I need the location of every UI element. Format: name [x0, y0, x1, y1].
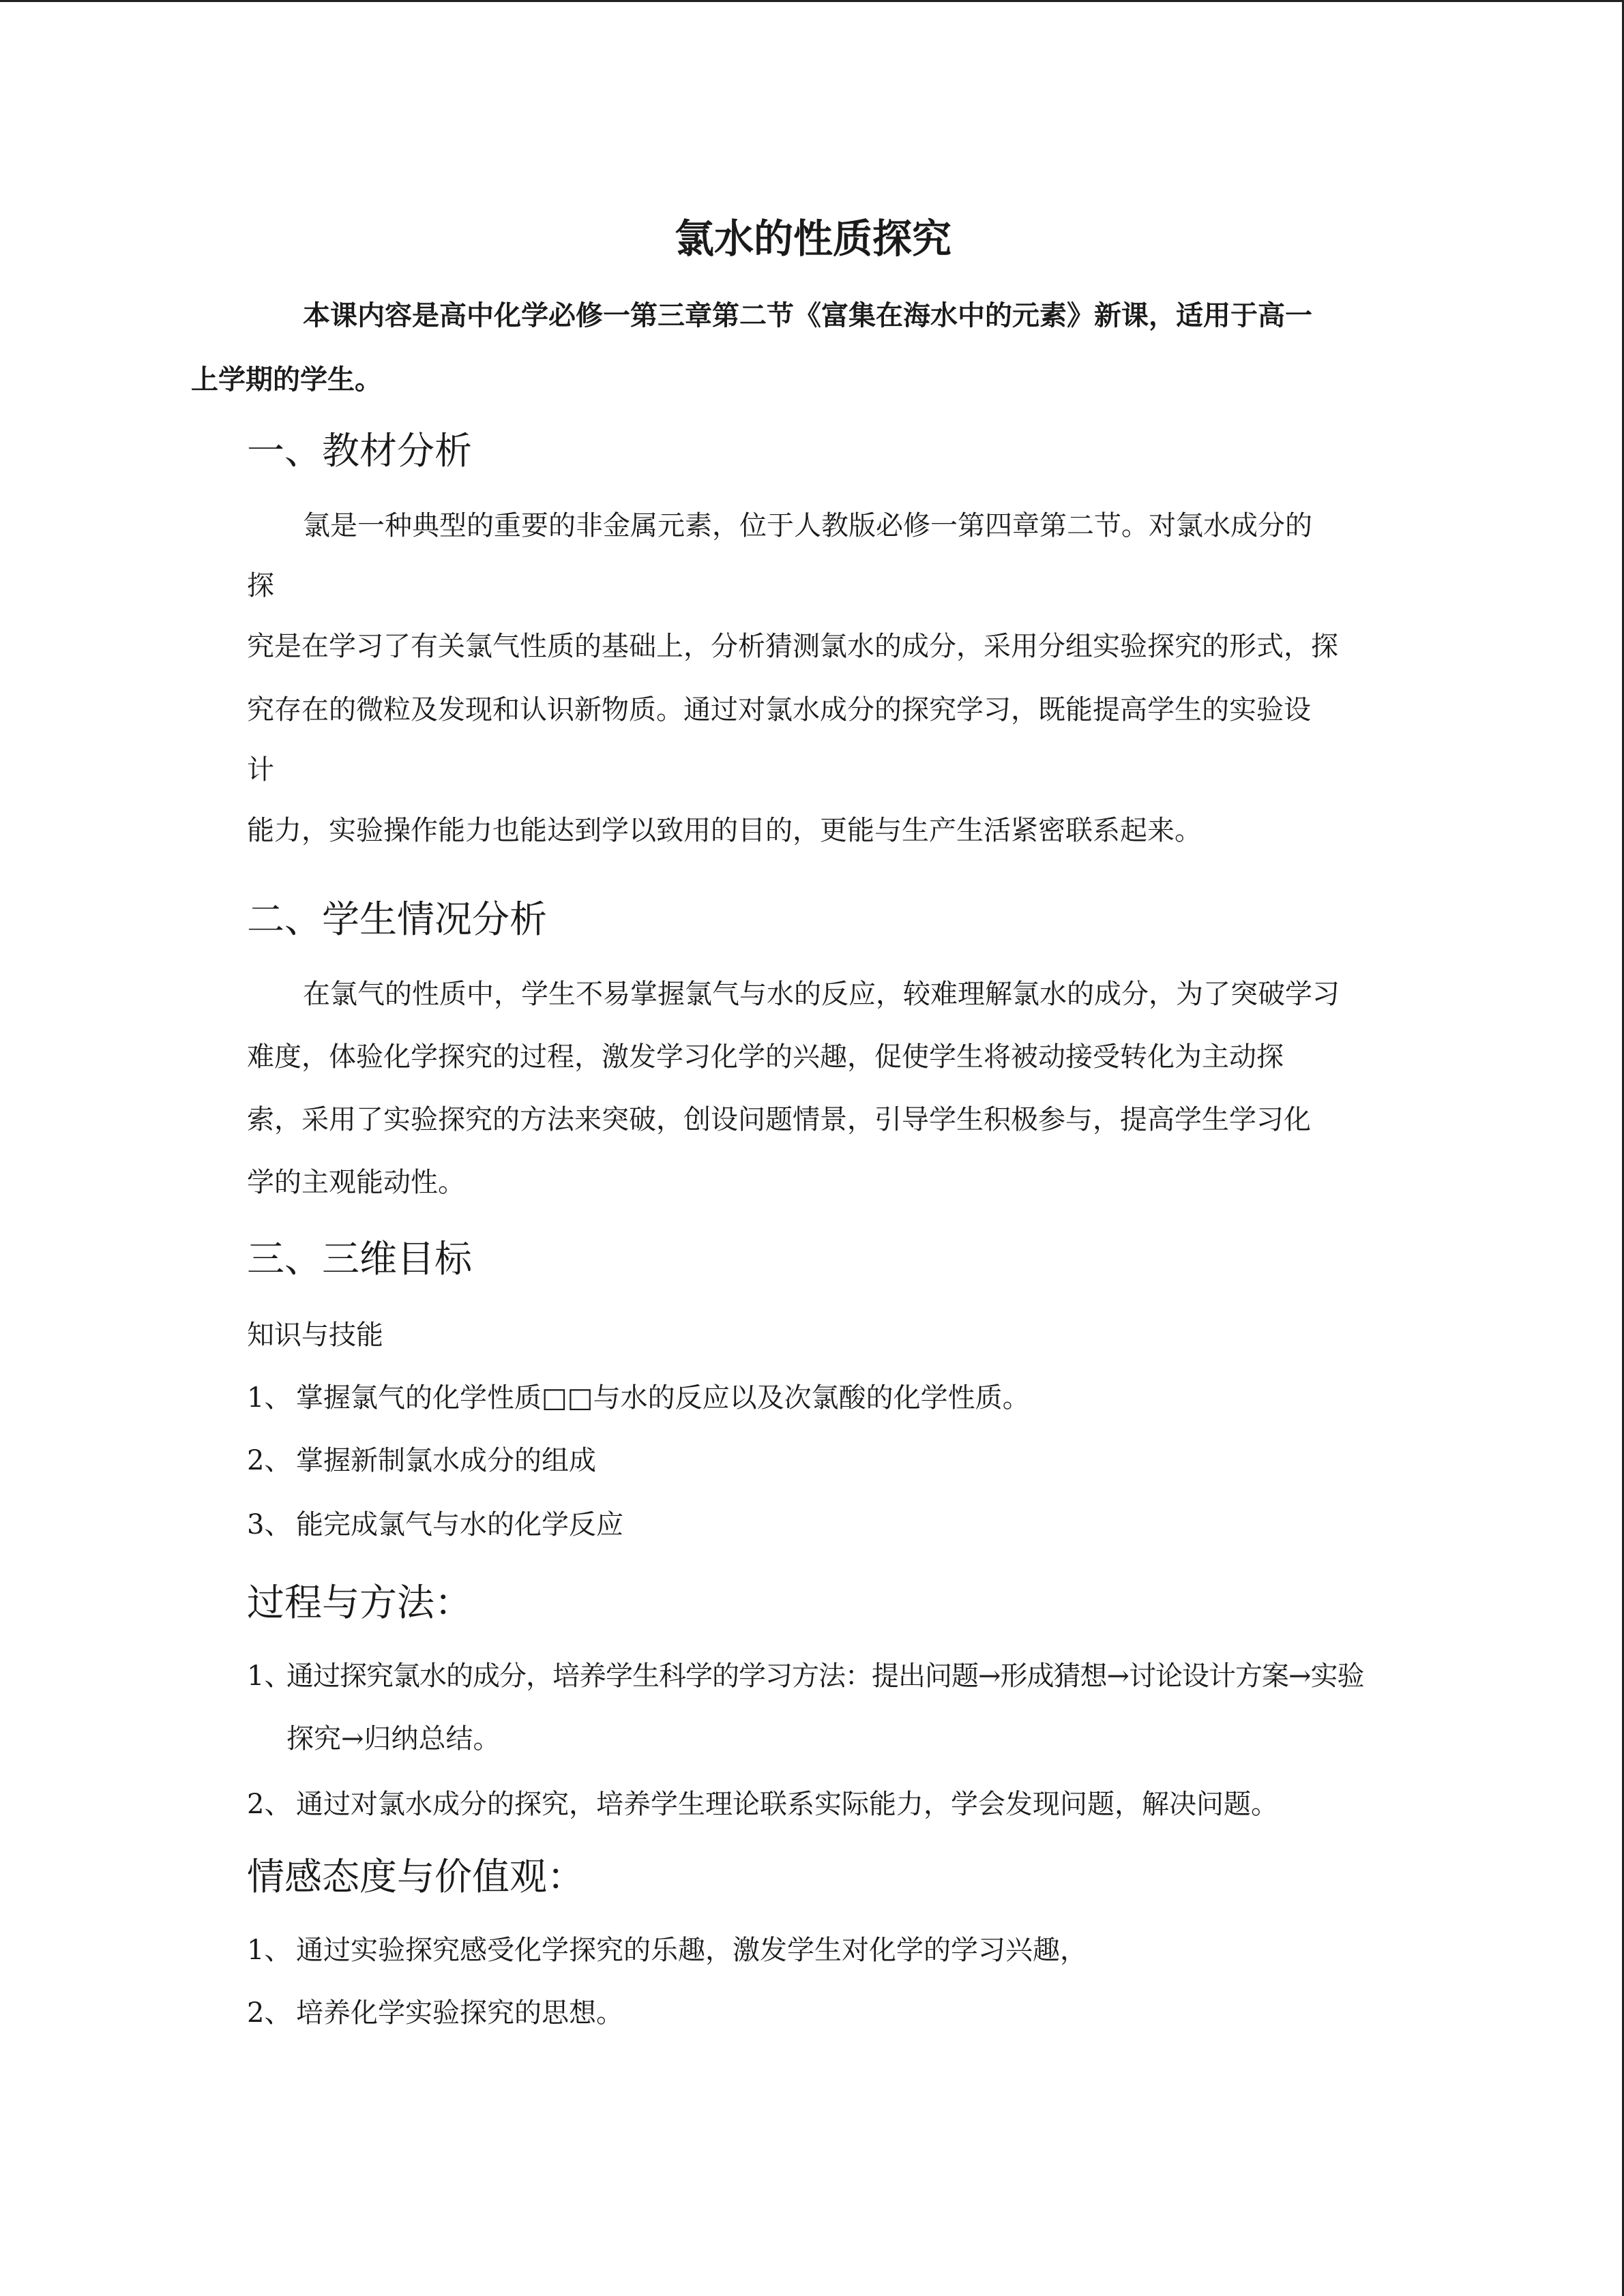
paragraph-line: 究存在的微粒及发现和认识新物质。通过对氯水成分的探究学习，既能提高学生的实验设	[247, 694, 1311, 726]
paragraph-line: 索，采用了实验探究的方法来突破，创设问题情景，引导学生积极参与，提高学生学习化	[247, 1104, 1311, 1135]
list-item-number: 3、	[247, 1509, 292, 1540]
list-item-number: 2、	[247, 1445, 292, 1476]
list-item-number: 1、	[247, 1660, 292, 1692]
list-item-text: 能完成氯气与水的化学反应	[296, 1509, 623, 1540]
section-heading-student-analysis: 二、学生情况分析	[247, 897, 548, 941]
page-top-border	[0, 0, 1624, 2]
intro-paragraph	[191, 284, 1379, 412]
list-item-number: 2、	[247, 1997, 292, 2029]
list-item	[247, 1645, 1379, 1770]
list-item	[247, 1982, 1379, 2044]
list-item-continuation: 探究→归纳总结。	[286, 1723, 501, 1755]
paragraph-line: 氯是一种典型的重要的非金属元素，位于人教版必修一第四章第二节。对氯水成分的	[303, 510, 1312, 541]
list-item-number: 2、	[247, 1789, 292, 1820]
list-item-text: 掌握氯气的化学性质□□与水的反应以及次氯酸的化学性质。	[296, 1382, 1030, 1414]
student-analysis-paragraph	[247, 963, 1379, 1214]
textbook-analysis-paragraph	[247, 494, 1379, 863]
section-heading-textbook-analysis: 一、教材分析	[247, 429, 473, 473]
paragraph-line: 学的主观能动性。	[247, 1167, 465, 1198]
section-heading-emotion-values: 情感态度与价值观：	[247, 1855, 585, 1898]
list-item	[247, 1773, 1379, 1836]
list-item-text: 掌握新制氯水成分的组成	[296, 1445, 596, 1476]
paragraph-line: 难度，体验化学探究的过程，激发学习化学的兴趣，促使学生将被动接受转化为主动探	[247, 1041, 1284, 1073]
intro-line: 本课内容是高中化学必修一第三章第二节《富集在海水中的元素》新课，适用于高一	[303, 299, 1312, 331]
paragraph-line: 在氯气的性质中，学生不易掌握氯气与水的反应，较难理解氯水的成分，为了突破学习	[303, 979, 1340, 1010]
list-item	[247, 1429, 1379, 1492]
list-item-text: 通过对氯水成分的探究，培养学生理论联系实际能力，学会发现问题，解决问题。	[296, 1789, 1278, 1820]
section-heading-process-methods: 过程与方法：	[247, 1581, 473, 1624]
paragraph-line: 探	[247, 570, 274, 601]
document-title: 氯水的性质探究	[674, 215, 951, 262]
intro-line: 上学期的学生。	[191, 363, 382, 396]
section-heading-three-dimensional-goals: 三、三维目标	[247, 1237, 473, 1281]
list-item-text: 通过探究氯水的成分，培养学生科学的学习方法：提出问题→形成猜想→讨论设计方案→实验	[286, 1660, 1364, 1692]
list-item	[247, 1919, 1379, 1982]
list-item	[247, 1493, 1379, 1556]
list-item-number: 1、	[247, 1382, 292, 1414]
list-item-text: 培养化学实验探究的思想。	[296, 1997, 623, 2029]
paragraph-line: 究是在学习了有关氯气性质的基础上，分析猜测氯水的成分，采用分组实验探究的形式，探	[247, 631, 1338, 662]
list-item-text: 通过实验探究感受化学探究的乐趣，激发学生对化学的学习兴趣，	[296, 1935, 1087, 1966]
paragraph-line: 能力，实验操作能力也能达到学以致用的目的，更能与生产生活紧密联系起来。	[247, 815, 1202, 846]
list-item	[247, 1367, 1379, 1429]
paragraph-line: 计	[247, 754, 274, 786]
list-item-number: 1、	[247, 1935, 292, 1966]
sub-heading-knowledge-skills: 知识与技能	[247, 1320, 383, 1351]
